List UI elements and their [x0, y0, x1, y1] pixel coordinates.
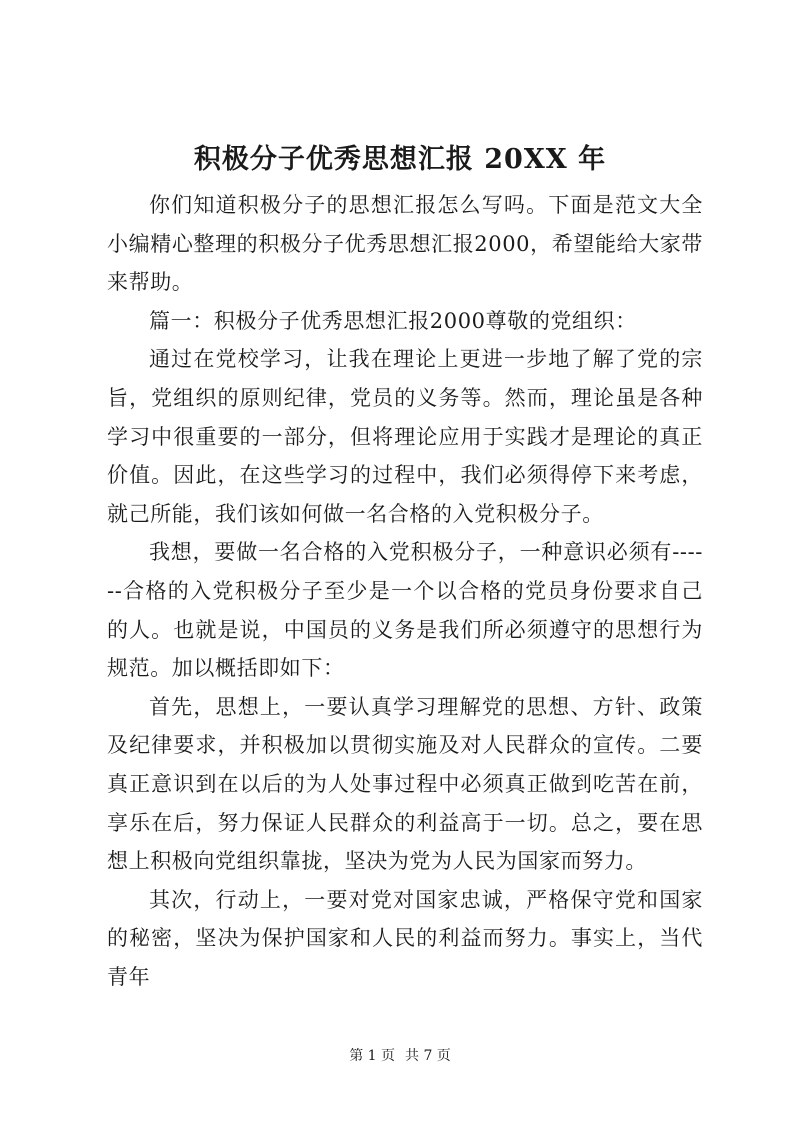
paragraph-ideology: 首先，思想上，一要认真学习理解党的思想、方针、政策及纪律要求，并积极加以贯彻实施及对人民群众的宣传。二要真正意识到在以后的为人处事过程中必须真正做到吃苦在前，享乐在后，努力保证人民群众的利益高于一切。总之，要在思想上积极向党组织靠拢，坚决为党为人民为国家而努力。: [107, 694, 703, 874]
document-body: [107, 186, 703, 996]
document-title: 积极分子优秀思想汇报 20XX 年: [193, 144, 607, 175]
page-footer: [0, 1046, 800, 1066]
page-number: 第 1 页: [349, 1048, 395, 1064]
page-total: 共 7 页: [405, 1048, 451, 1064]
paragraph-awareness: 我想，要做一名合格的入党积极分子，一种意识必须有------合格的入党积极分子至少是一个以合格的党员身份要求自己的人。也就是说，中国员的义务是我们所必须遵守的思想行为规范。加以概括即如下：: [107, 540, 703, 681]
paragraph-party-school: 通过在党校学习，让我在理论上更进一步地了解了党的宗旨，党组织的原则纪律，党员的义务等。然而，理论虽是各种学习中很重要的一部分，但将理论应用于实践才是理论的真正价值。因此，在这些学习的过程中，我们必须得停下来考虑，就己所能，我们该如何做一名合格的入党积极分子。: [107, 347, 703, 526]
paragraph-action: 其次，行动上，一要对党对国家忠诚，严格保守党和国家的秘密，坚决为保护国家和人民的利益而努力。事实上，当代青年: [107, 887, 703, 989]
paragraph-intro: 你们知道积极分子的思想汇报怎么写吗。下面是范文大全小编精心整理的积极分子优秀思想汇报2000，希望能给大家带来帮助。: [107, 193, 703, 295]
paragraph-section-heading: 篇一：积极分子优秀思想汇报2000尊敬的党组织：: [149, 308, 637, 333]
